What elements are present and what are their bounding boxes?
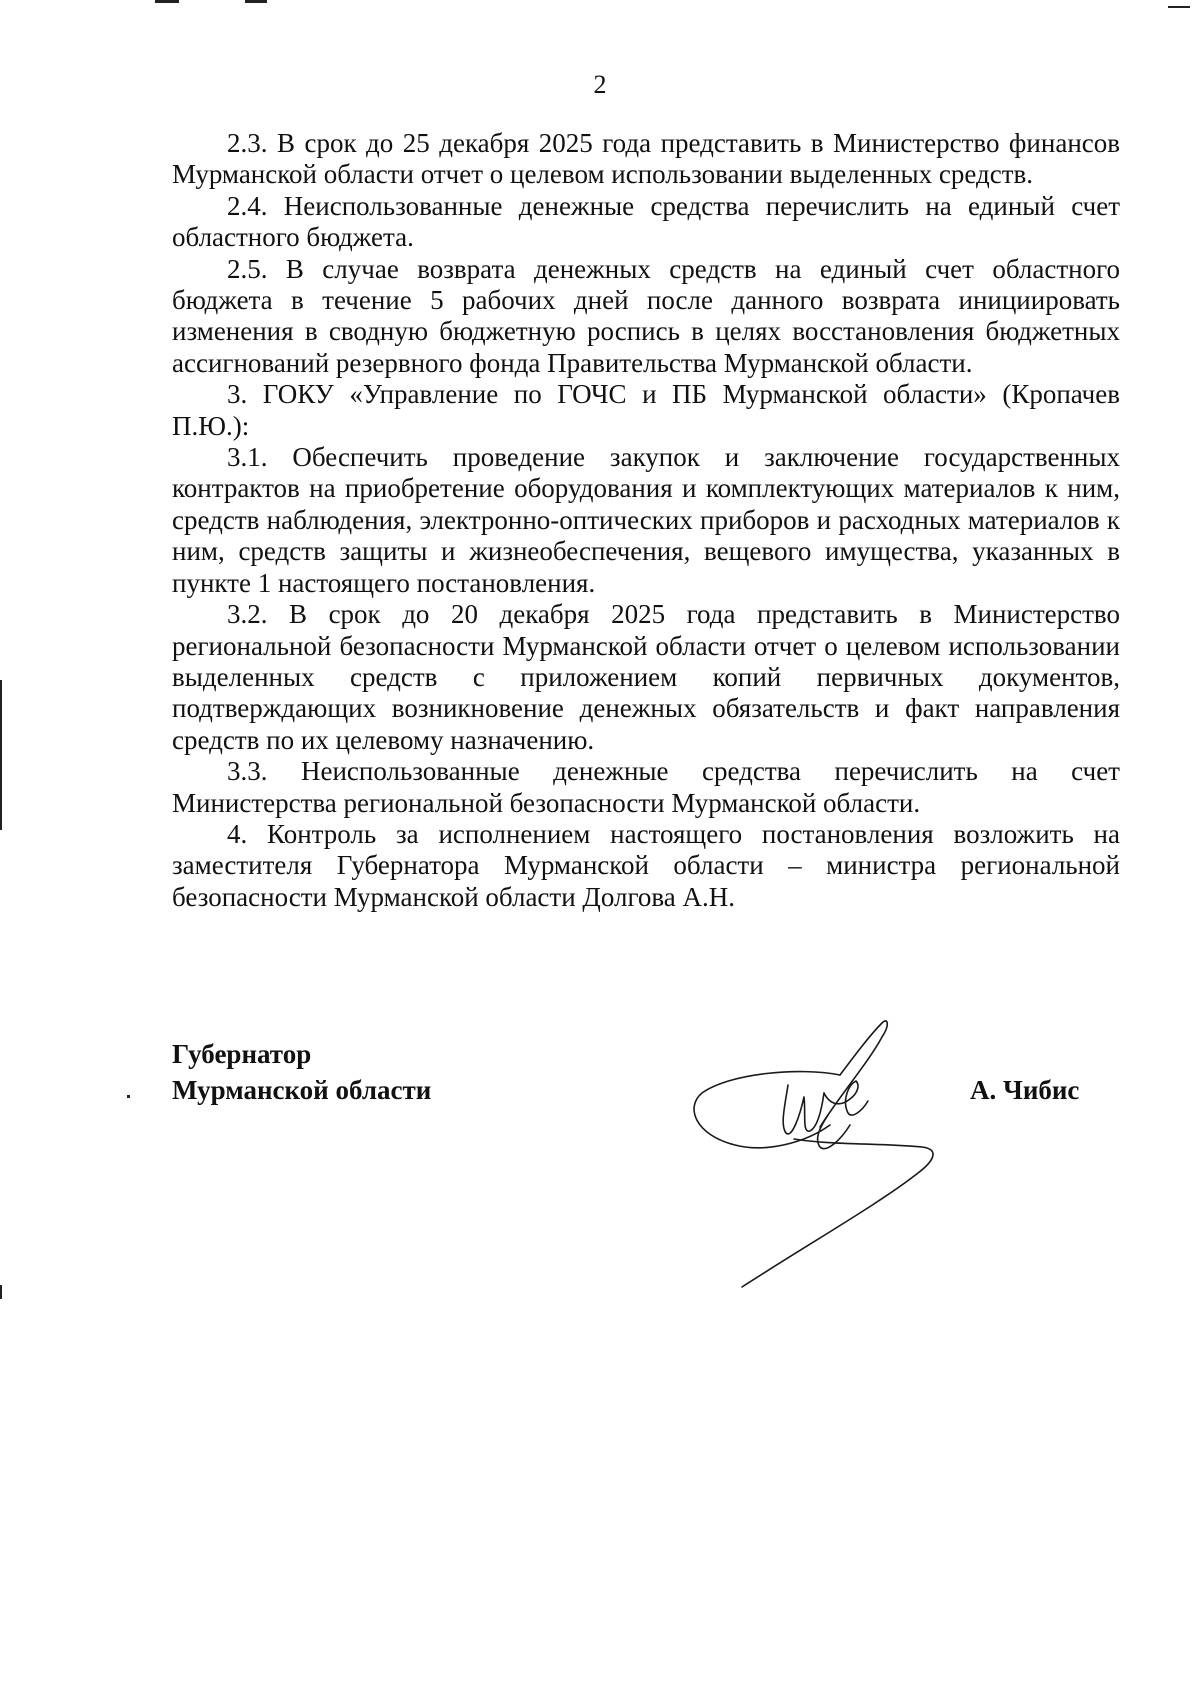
signatory-title [172, 1036, 431, 1108]
page-number: 2 [593, 70, 607, 99]
handwritten-signature [690, 1015, 950, 1290]
paragraph-3-1: 3.1. Обеспечить проведение закупок и заключение государственных контрактов на приобретение оборудования и комплектующих материалов к ним, средств наблюдения, электронно-оптических приборов и расходных материалов к ним, средств защиты и жизнеобеспечения, вещевого имущества, указанных в пункте 1 настоящего постановления. [172, 442, 1120, 598]
scan-edge-mark [127, 1095, 130, 1098]
paragraph-2-3: 2.3. В срок до 25 декабря 2025 года представить в Министерство финансов Мурманской области отчет о целевом использовании выделенных средств. [172, 128, 1120, 190]
scan-edge-mark [245, 0, 267, 3]
paragraph-2-5: 2.5. В случае возврата денежных средств на единый счет областного бюджета в течение 5 рабочих дней после данного возврата инициировать изменения в сводную бюджетную роспись в целях восстановления бюджетных ассигнований резервного фонда Правительства Мурманской области. [172, 253, 1120, 378]
scan-edge-mark [155, 0, 179, 3]
scan-edge-mark [0, 1285, 2, 1299]
signatory-title-line1: Губернатор [172, 1039, 312, 1069]
paragraph-3-3: 3.3. Неиспользованные денежные средства перечислить на счет Министерства региональной безопасности Мурманской области. [172, 756, 1120, 818]
signatory-name: А. Чибис [970, 1075, 1080, 1105]
paragraph-3: 3. ГОКУ «Управление по ГОЧС и ПБ Мурманской области» (Кропачев П.Ю.): [172, 379, 1120, 441]
paragraph-4: 4. Контроль за исполнением настоящего постановления возложить на заместителя Губернатора Мурманской области – министра региональной безопасности Мурманской области Долгова А.Н. [172, 818, 1120, 912]
scan-edge-mark [1168, 6, 1190, 8]
signatory-title-line2: Мурманской области [172, 1075, 432, 1105]
paragraph-2-4: 2.4. Неиспользованные денежные средства перечислить на единый счет областного бюджета. [172, 190, 1120, 253]
document-body [172, 128, 1120, 913]
scan-edge-mark [0, 680, 2, 830]
paragraph-3-2: 3.2. В срок до 20 декабря 2025 года представить в Министерство региональной безопасности Мурманской области отчет о целевом использовании выделенных средств с приложением копий первичных документов, подтверждающих возникновение денежных обязательств и факт направления средств по их целевому назначению. [172, 599, 1120, 755]
